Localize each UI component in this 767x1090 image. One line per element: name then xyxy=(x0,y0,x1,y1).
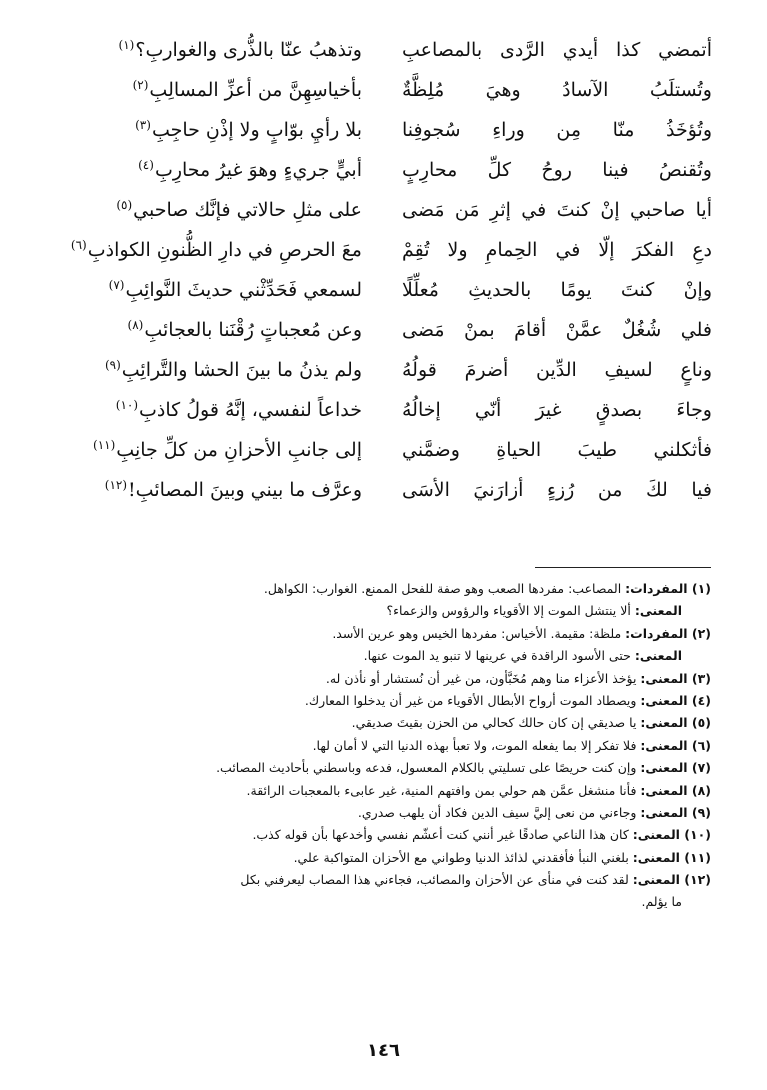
footnote-ref: (٩) xyxy=(104,357,121,372)
verse-text: أبيٍّ جريءٍ وهوَ غيرُ محارِبِ xyxy=(154,159,362,181)
verse-second-hemistich xyxy=(62,390,362,430)
footnote-label: (٨) المعنى: xyxy=(640,782,711,798)
verse-row xyxy=(52,30,712,70)
verse-row xyxy=(52,350,712,390)
footnote-label: (١) المفردات: xyxy=(625,581,711,596)
footnote-label: (١٠) المعنى: xyxy=(632,827,711,843)
verse-row xyxy=(52,390,712,430)
footnote-text: يؤخذ الأعزاء منا وهم مُخَبَّأون، من غير أن نُستشار أو نأذن له. xyxy=(325,670,641,686)
verse-row xyxy=(52,270,712,310)
footnote-line xyxy=(51,869,711,891)
verse-text: وعن مُعجباتٍ رُقْنَنا بالعجائبِ xyxy=(144,319,362,341)
footnote-ref: (١) xyxy=(118,37,135,52)
verse-first-hemistich: فأثكلني طيبَ الحياةِ وضمَّني xyxy=(402,439,712,461)
footnote-text: بلغني النبأ فأفقدني لذائذ الدنيا وطواني مع الأحزان المتواكبة علي. xyxy=(293,849,633,865)
verse-text: وتذهبُ عنّا بالذُّرى والغواربِ؟ xyxy=(135,39,362,61)
verse-row xyxy=(52,310,712,350)
footnote-label: (٩) المعنى: xyxy=(640,804,711,820)
verse-first-hemistich: أتمضي كذا أيدي الرَّدى بالمصاعبِ xyxy=(402,39,712,61)
page-number: ١٤٦ xyxy=(367,1040,400,1061)
footnote-line xyxy=(51,735,711,757)
verse-text: خداعاً لنفسي، إنَّهُ قولُ كاذبِ xyxy=(139,399,362,421)
verse-first-hemistich: وتُستلَبُ الآسادُ وهيَ مُلِظَّةٌ xyxy=(402,79,712,101)
verse-first-hemistich: وتُؤخَذُ منّا مِن وراءِ سُجوفِنا xyxy=(402,119,712,141)
footnote-text: المصاعب: مفردها الصعب وهو صفة للفحل الممنع. الغوارب: الكواهل. xyxy=(263,581,626,596)
footnote-line xyxy=(51,891,711,913)
footnote-line xyxy=(51,645,711,667)
footnote-label: (٧) المعنى: xyxy=(640,760,711,776)
verse-row xyxy=(52,470,712,510)
footnote-ref: (٢) xyxy=(132,77,149,92)
verse-row xyxy=(52,110,712,150)
footnote-line xyxy=(51,757,711,779)
footnote-label: (١٢) المعنى: xyxy=(632,872,711,888)
footnote-text: فأنا منشغل عمَّن هم حولي بمن وافتهم المنية، غير عابىء بالمعجبات الرائقة. xyxy=(246,782,641,798)
verse-second-hemistich xyxy=(62,150,362,190)
footnote-text: ويصطاد الموت أرواح الأبطال الأقوياء من غير أن يدخلوا المعارك. xyxy=(304,692,641,708)
footnote-label: (٢) المفردات: xyxy=(625,625,711,641)
verse-first-hemistich: فيا لكَ من رُزءٍ أزارَنيَ الأسَى xyxy=(402,479,712,501)
footnote-line xyxy=(51,847,711,869)
verse-row xyxy=(52,190,712,230)
verse-row xyxy=(52,230,712,270)
verse-first-hemistich: أيا صاحبي إنْ كنتَ في إثرِ مَن مَضى xyxy=(402,199,712,221)
verse-text: بلا رأيِ بوّابٍ ولا إذْنِ حاجِبِ xyxy=(151,119,362,141)
verse-first-hemistich: وناعٍ لسيفِ الدِّين أضرمَ قولُهُ xyxy=(402,359,712,381)
footnote-text: وإن كنت حريصًا على تسليتي بالكلام المعسول، فدعه وباسطني بأحاديث المصائب. xyxy=(216,760,641,776)
footnote-ref: (١٠) xyxy=(115,397,139,412)
footnote-ref: (٤) xyxy=(138,157,154,172)
footnote-text: ملظة: مقيمة. الأخياس: مفردها الخيس وهو عرين الأسد. xyxy=(332,625,626,641)
footnote-ref: (١١) xyxy=(93,437,116,452)
verse-second-hemistich xyxy=(62,310,362,350)
footnote-label: (٥) المعنى: xyxy=(640,715,711,731)
footnote-line xyxy=(51,668,711,690)
footnote-divider xyxy=(535,567,711,568)
verse-text: معَ الحرصِ في دارِ الظُّنونِ الكواذبِ xyxy=(87,239,362,261)
verse-first-hemistich: وتُقنصُ فينا روحُ كلِّ محارِبٍ xyxy=(402,159,712,181)
verse-text: بأخياسِهِنَّ من أعزِّ المسالِبِ xyxy=(149,79,362,101)
footnote-text: حتى الأسود الراقدة في عرينها لا تنبو يد الموت عنها. xyxy=(363,648,635,664)
footnote-label: (١١) المعنى: xyxy=(632,849,711,865)
footnote-label: (٦) المعنى: xyxy=(640,737,711,753)
footnote-line xyxy=(51,600,711,622)
footnote-ref: (٨) xyxy=(127,317,144,332)
footnote-ref: (٥) xyxy=(116,197,133,212)
footnote-line xyxy=(51,780,711,802)
footnote-ref: (٣) xyxy=(135,117,151,132)
footnote-line xyxy=(51,623,711,645)
verse-first-hemistich: دعِ الفكرَ إلّا في الحِمامِ ولا تُقِمْ xyxy=(402,239,712,261)
footnote-text: يا صديقي إن كان حالك كحالي من الحزن بقيتَ صديقي. xyxy=(351,715,641,731)
verse-text: ولم يذنُ ما بينَ الحشا والتَّرائِبِ xyxy=(121,359,362,381)
verse-second-hemistich xyxy=(62,70,362,110)
footnote-text: وجاءني من نعى إليَّ سيف الدين فكاد أن يلهب صدري. xyxy=(357,804,641,820)
verse-first-hemistich: وجاءَ بصدقٍ غيرَ أنّي إخالُهُ xyxy=(402,399,712,421)
footnote-text: فلا تفكر إلا بما يفعله الموت، ولا تعبأ بهذه الدنيا التي لا أمان لها. xyxy=(312,737,641,753)
verse-text: وعرَّف ما بيني وبينَ المصائبِ! xyxy=(128,479,362,501)
verse-second-hemistich xyxy=(62,190,362,230)
footnote-line xyxy=(51,824,711,846)
footnote-line xyxy=(51,578,711,600)
verse-text: لسمعي فَحَدِّثْني حديثَ النَّوائِبِ xyxy=(125,279,362,301)
footnote-line xyxy=(51,802,711,824)
footnote-label: (٣) المعنى: xyxy=(640,670,711,686)
verse-second-hemistich xyxy=(62,30,362,70)
verse-second-hemistich xyxy=(62,430,362,470)
footnote-label: المعنى: xyxy=(634,648,682,664)
verse-second-hemistich xyxy=(62,270,362,310)
footnote-label: (٤) المعنى: xyxy=(640,692,711,708)
footnote-text: ما يؤلم. xyxy=(641,894,682,910)
footnote-line xyxy=(51,712,711,734)
verse-row xyxy=(52,70,712,110)
verse-row xyxy=(52,150,712,190)
footnote-text: ألا ينتشل الموت إلا الأقوياء والرؤوس والزعماء؟ xyxy=(386,603,635,619)
verse-text: إلى جانبِ الأحزانِ من كلِّ جانِبِ xyxy=(116,439,362,461)
poem xyxy=(52,30,712,540)
footnote-label: المعنى: xyxy=(634,603,682,619)
verse-second-hemistich xyxy=(62,470,362,510)
verse-first-hemistich: وإنْ كنتَ يومًا بالحديثِ مُعلِّلًا xyxy=(402,279,712,301)
footnote-text: كان هذا الناعي صادقًا غير أنني كنت أعشّم نفسي وأخدعها بأن قوله كذب. xyxy=(252,827,633,843)
verse-first-hemistich: فلي شُغُلٌ عمَّنْ أقامَ بمنْ مَضى xyxy=(402,319,712,341)
verse-second-hemistich xyxy=(62,350,362,390)
footnote-ref: (٧) xyxy=(108,277,125,292)
footnote-ref: (٦) xyxy=(70,237,87,252)
verse-second-hemistich xyxy=(62,110,362,150)
footnote-ref: (١٢) xyxy=(104,477,128,492)
footnote-line xyxy=(51,690,711,712)
footnotes xyxy=(51,578,711,914)
footnote-text: لقد كنت في منأى عن الأحزان والمصائب، فجاءني هذا المصاب ليعرفني بكل xyxy=(240,872,633,888)
verse-row xyxy=(52,430,712,470)
verse-text: على مثلِ حالاتي فإنَّك صاحبي xyxy=(133,199,362,221)
verse-second-hemistich xyxy=(62,230,362,270)
